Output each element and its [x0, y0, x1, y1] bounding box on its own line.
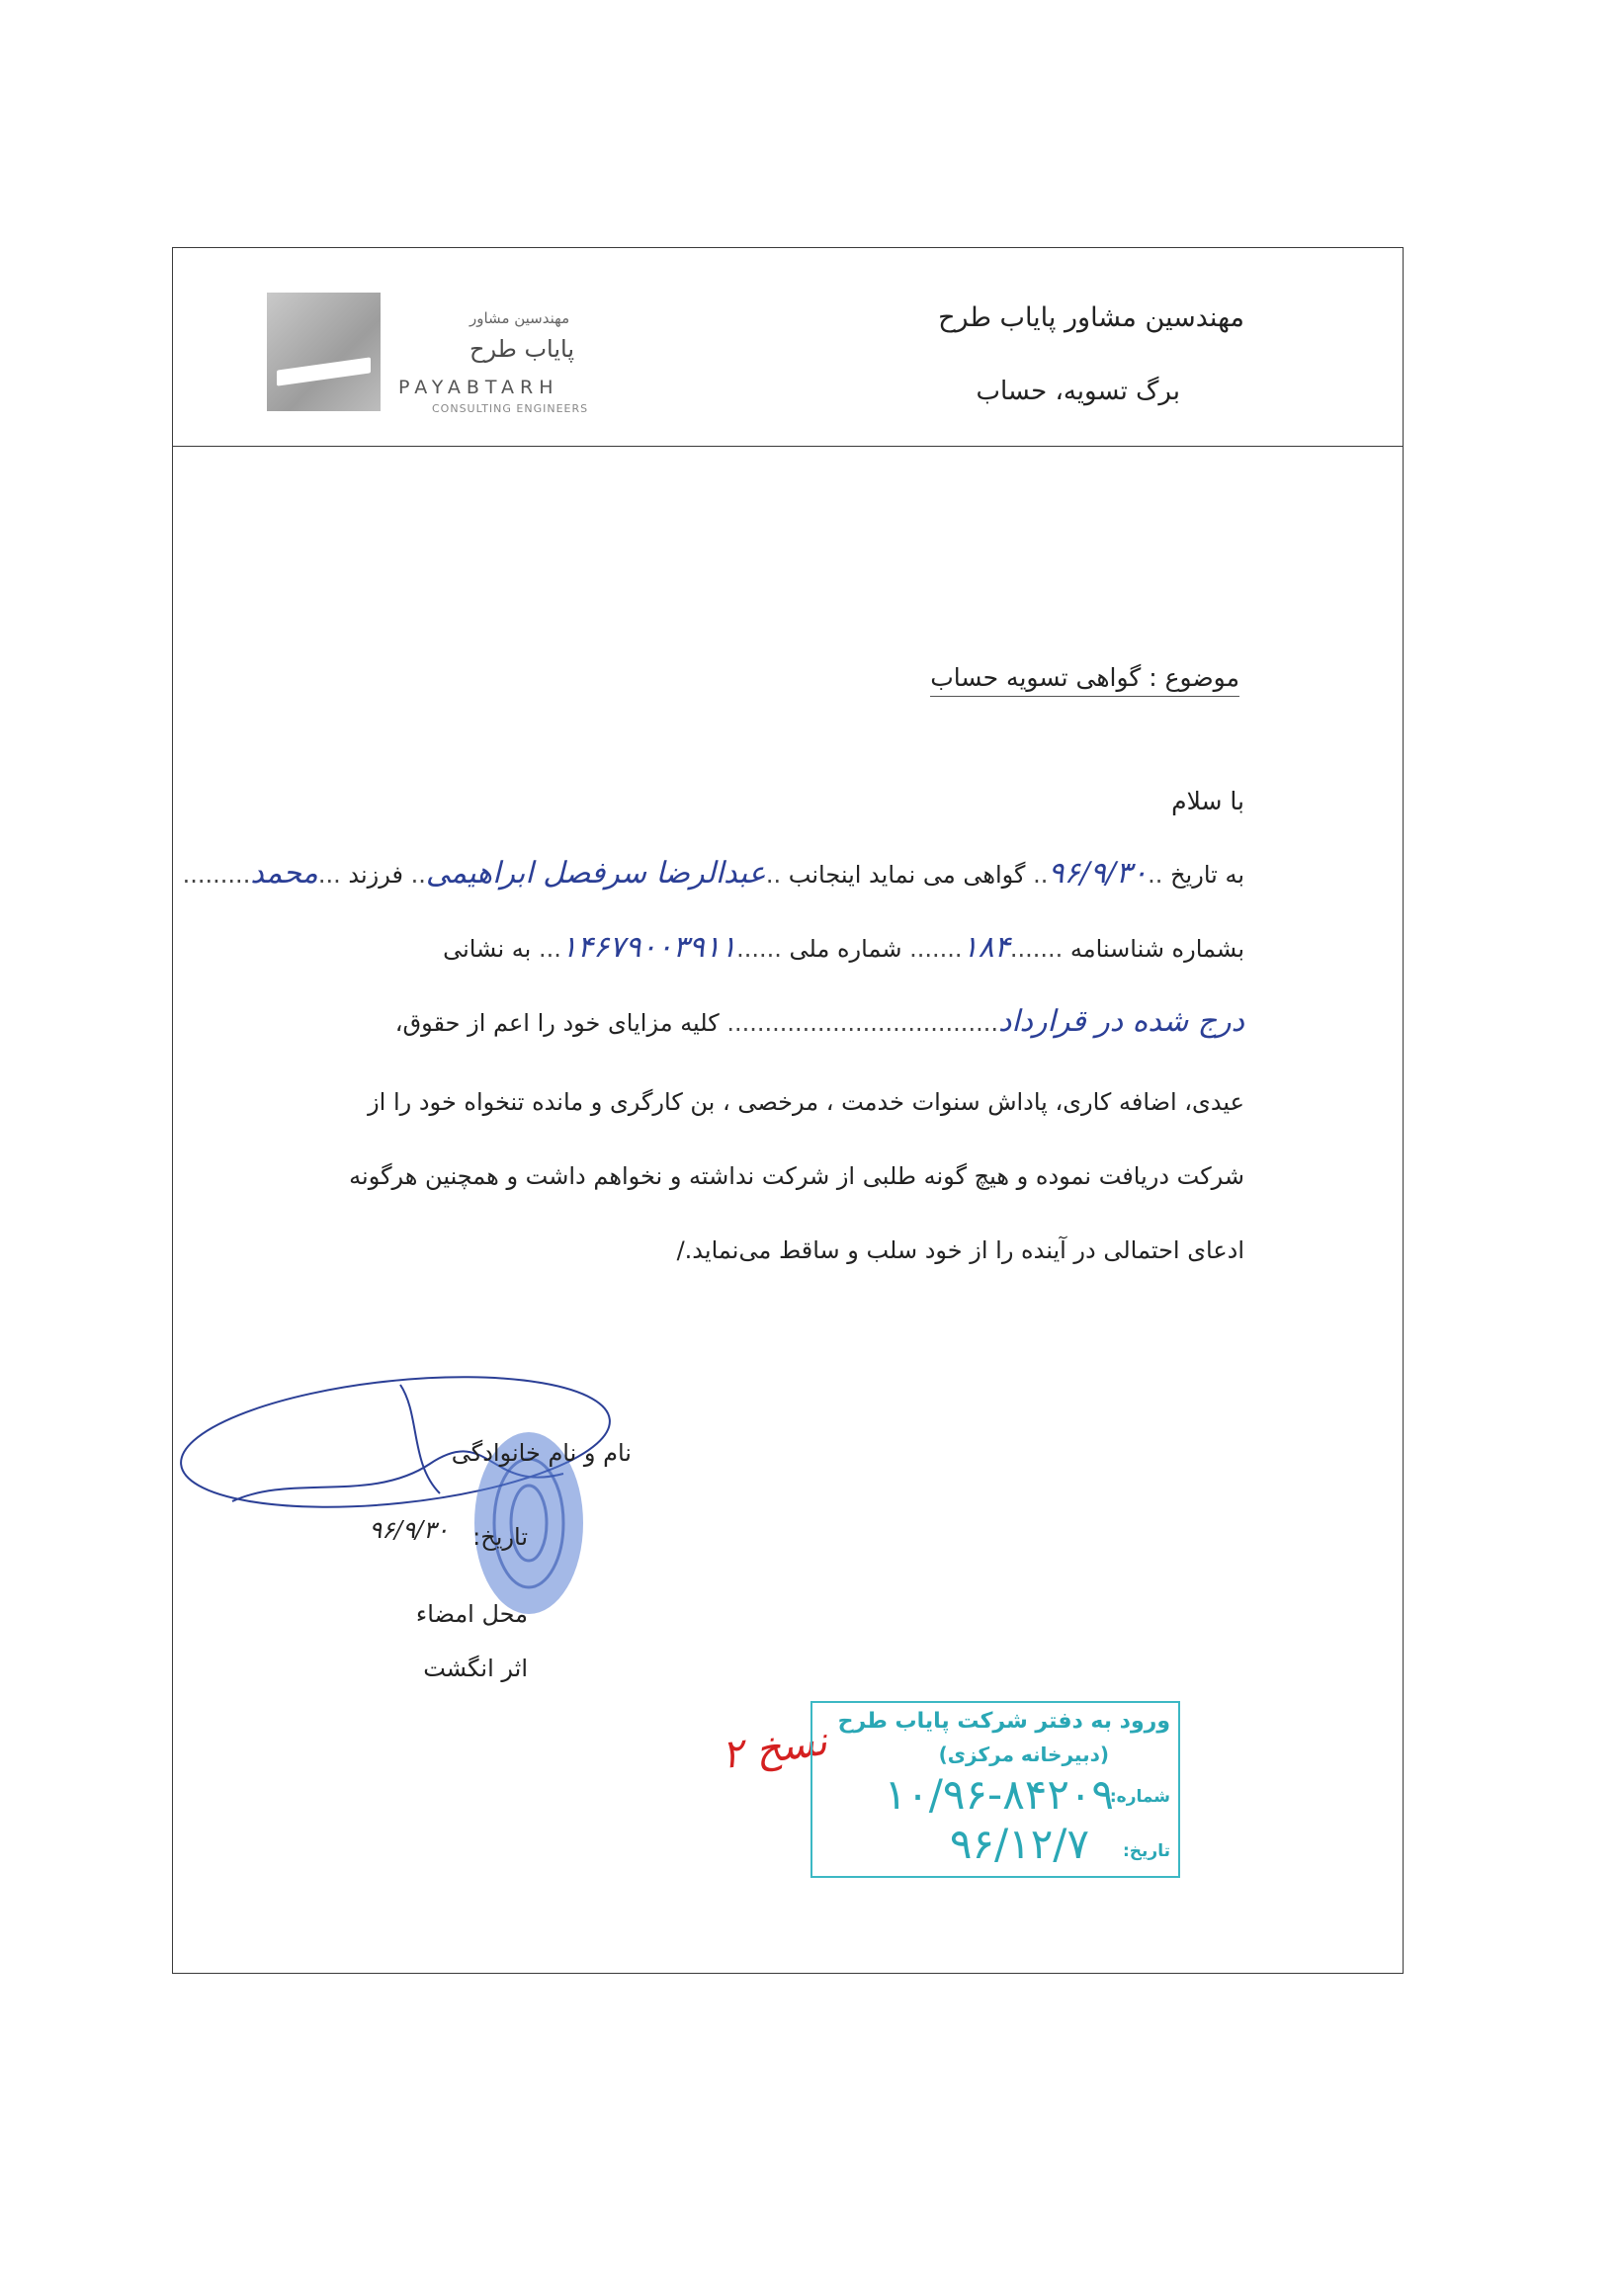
handwritten-address: درج شده در قرارداد [997, 1004, 1244, 1039]
body-line-5: شرکت دریافت نموده و هیچ گونه طلبی از شرکت نداشته و نخواهم داشت و همچنین هرگونه [349, 1162, 1244, 1190]
text-date-label: به تاریخ [1170, 861, 1244, 889]
subject-line: موضوع : گواهی تسویه حساب [930, 663, 1239, 697]
document-frame [172, 247, 1404, 1974]
stamp-number-label: شماره: [1109, 1787, 1170, 1807]
signature-name-label: نام و نام خانوادگی [451, 1439, 632, 1467]
stamp-date-value: ۹۶/۱۲/۷ [949, 1820, 1089, 1868]
text-id-label: بشماره شناسنامه [1069, 935, 1244, 963]
stamp-subtitle: (دبیرخانه مرکزی) [938, 1743, 1109, 1766]
firm-name: مهندسین مشاور پایاب طرح [938, 302, 1244, 333]
greeting: با سلام [1171, 787, 1244, 815]
logo-text-en-sub: CONSULTING ENGINEERS [432, 402, 589, 415]
stamp-number-value: ۱۰/۹۶-۸۴۲۰۹ [884, 1770, 1114, 1819]
body-line-2: بشماره شناسنامه .......۱۸۴....... شماره ملی ......۱۴۶۷۹۰۰۳۹۱۱... به نشانی [443, 930, 1244, 965]
stamp-date-label: تاریخ: [1123, 1841, 1170, 1861]
sign-place-label: محل امضاء [415, 1600, 528, 1628]
fingerprint-label: اثر انگشت [423, 1655, 528, 1682]
logo-text-en: PAYABTARH [398, 377, 559, 398]
body-line-3: درج شده در قرارداد.................................... کلیه مزایای خود را اعم از حقوق، [394, 1004, 1244, 1039]
form-name: برگ تسویه، حساب [976, 377, 1180, 406]
text-certify: گواهی می نماید اینجانب [788, 861, 1026, 889]
logo-text-small: مهندسین مشاور [469, 309, 570, 327]
signature-date-value: ۹۶/۹/۳۰ [369, 1516, 449, 1544]
office-entry-stamp [810, 1701, 1180, 1878]
text-address-label: به نشانی [443, 935, 532, 963]
body-line-1: به تاریخ ..۹۶/۹/۳۰.. گواهی می نماید اینجانب ..عبدالرضا سرفصل ابراهیمی.. فرزند ...محمد......... [182, 856, 1244, 891]
handwritten-father: محمد [250, 856, 318, 891]
handwritten-name: عبدالرضا سرفصل ابراهیمی [425, 856, 766, 891]
stamp-title: ورود به دفتر شرکت پایاب طرح [837, 1709, 1170, 1734]
logo-text-fa: پایاب طرح [469, 335, 575, 363]
text-benefits: کلیه مزایای خود را اعم از حقوق، [394, 1009, 720, 1037]
signature-scribble-icon [173, 248, 1403, 1973]
handwritten-national-id: ۱۴۶۷۹۰۰۳۹۱۱ [560, 930, 737, 965]
body-line-6: ادعای احتمالی در آینده را از خود سلب و ساقط می‌نماید./ [676, 1236, 1244, 1264]
handwritten-id: ۱۸۴ [962, 930, 1010, 965]
text-national-label: شماره ملی [789, 935, 902, 963]
red-copies-note: ۲ نسخ [719, 1718, 830, 1779]
body-line-4: عیدی، اضافه کاری، پاداش سنوات خدمت ، مرخصی ، بن کارگری و مانده تنخواه خود را از [368, 1088, 1244, 1116]
text-child-of: فرزند [348, 861, 403, 889]
signature-date-label: تاریخ: [472, 1523, 528, 1551]
handwritten-date: ۹۶/۹/۳۰ [1048, 856, 1149, 891]
